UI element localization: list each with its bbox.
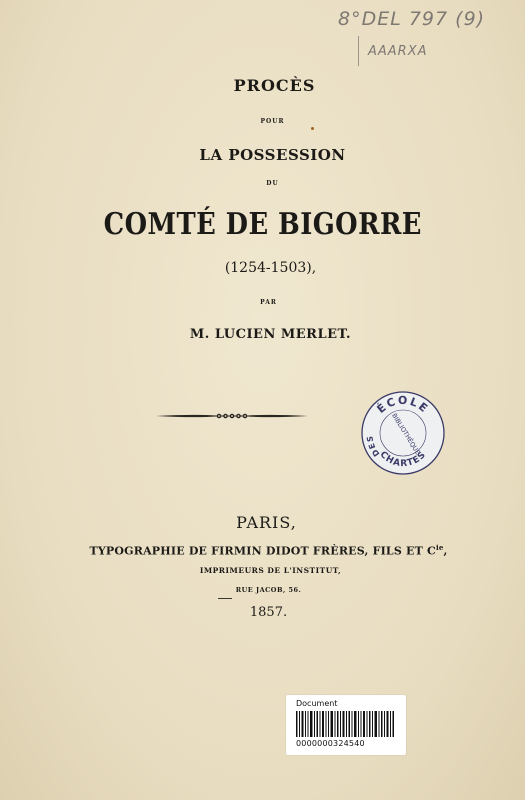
title-comte: COMTÉ DE BIGORRE [103, 207, 422, 242]
printer-ornament [156, 409, 308, 423]
barcode-image [296, 711, 396, 737]
imprint-address: RUE JACOB, 56. [235, 586, 302, 594]
library-stamp [360, 390, 446, 476]
title-dates: (1254-1503), [224, 260, 317, 276]
barcode-label [286, 695, 406, 755]
imprint-printer [6, 543, 525, 558]
label-title: Document [296, 699, 338, 708]
imprint-printer-text: TYPOGRAPHIE DE FIRMIN DIDOT FRÈRES, FILS ET C [89, 544, 436, 558]
title-possession: LA POSSESSION [199, 146, 346, 164]
title-du: DU [266, 180, 279, 187]
pencil-line [358, 36, 359, 66]
author-name: M. LUCIEN MERLET. [189, 327, 352, 342]
imprint-city: PARIS, [236, 513, 297, 532]
imprint-printer-comma: , [443, 544, 448, 558]
imprint-year: 1857. [249, 605, 288, 620]
shelfmark-handwritten: 8°DEL 797 (9) [338, 8, 486, 30]
imprint-role: IMPRIMEURS DE L'INSTITUT, [199, 566, 342, 575]
title-proces: PROCÈS [233, 76, 316, 95]
stamp-text-bottom: CHARTES [377, 449, 429, 470]
title-pour: POUR [260, 118, 285, 125]
title-par: PAR [260, 299, 277, 306]
label-number: 0000000324540 [296, 739, 365, 748]
shelfmark-code: AAARXA [368, 44, 428, 59]
stamp-text-left: DES [365, 434, 382, 459]
imprint-printer-sup: ie [436, 543, 444, 552]
stamp-text-top: ÉCOLE [374, 393, 432, 416]
year-rule [218, 598, 232, 599]
ink-spot [311, 127, 314, 130]
stamp-text-middle: BIBLIOTHÈQUE [390, 412, 421, 457]
